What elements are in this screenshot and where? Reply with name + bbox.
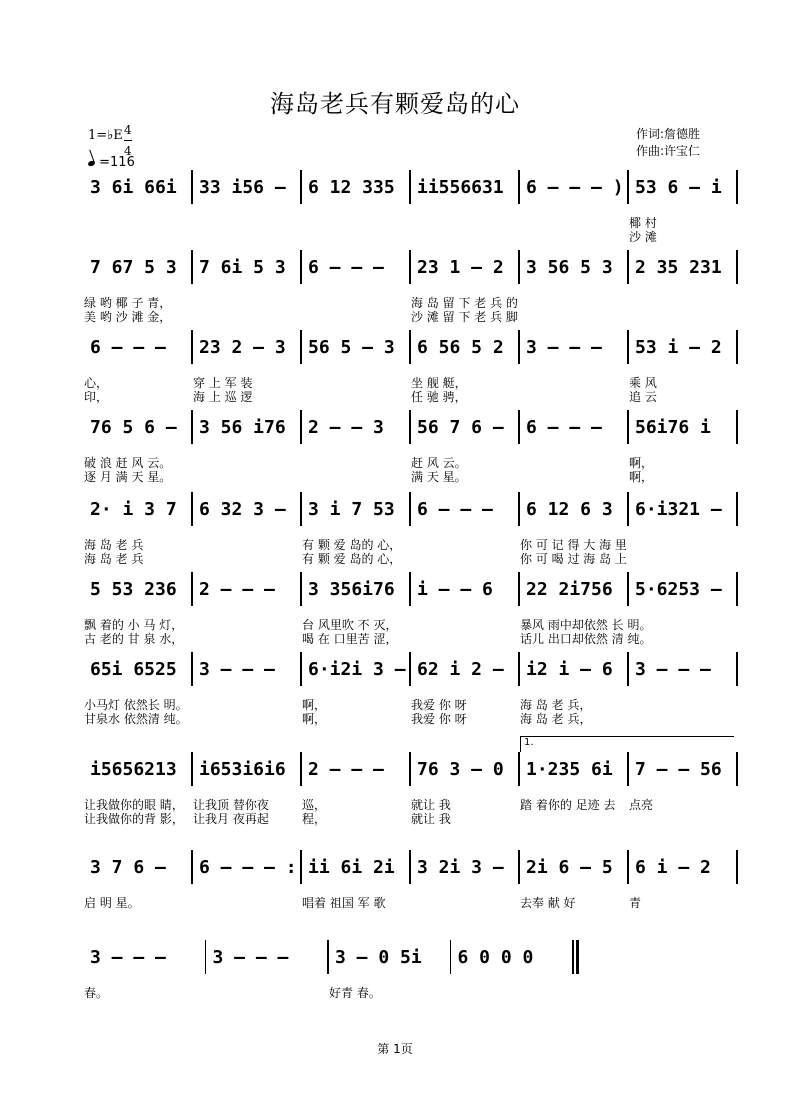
lyric-text: 逐 月 满 天 星。 <box>84 470 172 484</box>
barline <box>518 752 520 786</box>
measure: 3 2i 3 – <box>417 856 504 878</box>
measure: 6 – – – <box>526 416 602 438</box>
lyric-text: 喝 在 口里苦 涩， <box>302 632 398 646</box>
lyric-text: 啊， <box>629 470 654 484</box>
lyric-text: 海 上 巡 逻 <box>193 390 253 404</box>
lyric-text: 追 云 <box>629 390 657 404</box>
lyrics-verse-2 <box>84 308 738 322</box>
barline <box>627 752 629 786</box>
measure: 6 0 0 0 <box>457 946 534 968</box>
lyric-text: 让我做你的眼 睛， <box>84 798 184 812</box>
measure: ii 6i 2i <box>308 856 395 878</box>
notes-line <box>84 737 738 786</box>
measure: 6 – – – : <box>199 856 297 878</box>
notes-line <box>84 492 738 526</box>
score-system <box>84 330 738 402</box>
measure: 3 6i 66i <box>90 176 177 198</box>
barline <box>409 170 411 204</box>
barline <box>191 492 193 526</box>
lyric-text: 你 可 记 得 大 海 里 <box>520 538 627 552</box>
time-signature-bottom: 4 <box>124 140 132 161</box>
lyric-text: 好青 春。 <box>329 986 381 1000</box>
lyric-text: 乘 风 <box>629 376 657 390</box>
barline <box>736 492 738 526</box>
tempo-value: =116 <box>99 155 135 170</box>
barline <box>518 170 520 204</box>
score-system <box>84 410 738 482</box>
measure: 33 i56 – <box>199 176 286 198</box>
lyrics-verse-2 <box>84 908 738 922</box>
lyric-text: 小马灯 依然长 明。 <box>84 698 188 712</box>
barline <box>627 410 629 444</box>
lyrics-verse-1 <box>84 454 738 468</box>
lyric-text: 美 哟 沙 滩 金， <box>84 310 172 324</box>
barline <box>300 572 302 606</box>
lyric-text: 就让 我 <box>411 812 451 826</box>
measure: 6 32 3 – <box>199 498 286 520</box>
lyric-text: 巡， <box>302 798 327 812</box>
barline <box>518 250 520 284</box>
measure: 7 67 5 3 <box>90 256 177 278</box>
lyric-text: 甘泉水 依然清 纯。 <box>84 712 188 726</box>
lyrics-verse-2 <box>84 810 738 824</box>
barline <box>518 410 520 444</box>
notes-line <box>84 850 738 884</box>
lyric-text: 让我做你的背 影， <box>84 812 184 826</box>
measure: ii556631 <box>417 176 504 198</box>
measure: 7 – – 56 <box>635 758 722 780</box>
lyric-text: 点亮 <box>629 798 654 812</box>
score-system <box>84 652 738 724</box>
measure: 53 i – 2 <box>635 336 722 358</box>
lyric-text: 啊， <box>302 712 327 726</box>
lyric-text: 就让 我 <box>411 798 451 812</box>
notes-line <box>84 330 738 364</box>
lyric-text: 心， <box>84 376 109 390</box>
final-barline <box>576 940 579 974</box>
score-system <box>84 170 738 242</box>
barline <box>736 250 738 284</box>
measure: 6·i321 – <box>635 498 722 520</box>
barline <box>736 410 738 444</box>
barline <box>409 410 411 444</box>
measure: 6 – – – ) <box>526 176 624 198</box>
lyric-text: 踏 着你的 足迹 去 <box>520 798 616 812</box>
score-system <box>84 572 738 644</box>
measure: 3 – – – <box>90 946 166 968</box>
lyrics-verse-2 <box>84 468 738 482</box>
barline <box>518 572 520 606</box>
barline <box>300 330 302 364</box>
barline <box>409 850 411 884</box>
measure: 6 12 335 <box>308 176 395 198</box>
barline <box>191 752 193 786</box>
measure: 3 7 6 – <box>90 856 166 878</box>
measure: 6 – – – <box>417 498 493 520</box>
barline <box>300 410 302 444</box>
lyrics-verse-1 <box>84 796 738 810</box>
barline <box>409 572 411 606</box>
barline <box>300 170 302 204</box>
barline <box>627 652 629 686</box>
lyric-text: 海 岛 老 兵， <box>520 698 592 712</box>
measure: 2i 6 – 5 <box>526 856 613 878</box>
barline <box>736 850 738 884</box>
lyric-text: 赶 风 云。 <box>411 456 467 470</box>
lyrics-verse-2 <box>84 998 738 1012</box>
notes-line <box>84 572 738 606</box>
lyric-text: 任 驰 骋， <box>411 390 467 404</box>
lyric-text: 有 颗 爱 岛的 心， <box>302 552 402 566</box>
lyric-text: 暴风 雨中却依然 长 明。 <box>520 618 652 632</box>
barline <box>300 752 302 786</box>
barline <box>191 652 193 686</box>
lyric-text: 程， <box>302 812 327 826</box>
barline <box>300 652 302 686</box>
barline <box>300 850 302 884</box>
measure: 3 56 i76 <box>199 416 286 438</box>
barline <box>518 652 520 686</box>
measure: 3 56 5 3 <box>526 256 613 278</box>
measure: 76 5 6 – <box>90 416 177 438</box>
page-footer: 第 1页 <box>377 1042 413 1056</box>
key-signature: 1=♭E <box>88 128 123 143</box>
barline <box>409 752 411 786</box>
measure: 3 – – – <box>526 336 602 358</box>
barline <box>627 850 629 884</box>
notes-line <box>84 250 738 284</box>
lyric-text: 印， <box>84 390 109 404</box>
barline <box>627 492 629 526</box>
measure: 65i 6525 <box>90 658 177 680</box>
lyrics-verse-1 <box>84 894 738 908</box>
lyrics-verse-1 <box>84 536 738 550</box>
measure: 3 – 0 5i <box>335 946 422 968</box>
lyric-text: 坐 舰 艇， <box>411 376 467 390</box>
barline <box>627 250 629 284</box>
measure: 2 – – – <box>199 578 275 600</box>
measure: 76 3 – 0 <box>417 758 504 780</box>
lyrics-verse-2 <box>84 710 738 724</box>
barline <box>450 940 452 974</box>
measure: 6 – – – <box>308 256 384 278</box>
barline <box>327 940 329 974</box>
barline <box>205 940 207 974</box>
barline <box>736 572 738 606</box>
lyric-text: 沙 滩 <box>629 230 657 244</box>
lyric-text: 海 岛 老 兵 <box>84 552 144 566</box>
measure: i653i6i6 <box>199 758 286 780</box>
measure: 6 12 6 3 <box>526 498 613 520</box>
lyric-text: 有 颗 爱 岛的 心， <box>302 538 402 552</box>
measure: 5 53 236 <box>90 578 177 600</box>
lyric-text: 啊， <box>629 456 654 470</box>
barline <box>409 330 411 364</box>
lyric-text: 飘 着的 小 马 灯， <box>84 618 184 632</box>
tempo-marking <box>88 155 135 170</box>
time-signature-top: 4 <box>124 123 132 137</box>
lyric-text: 满 天 星。 <box>411 470 467 484</box>
lyric-text: 沙 滩 留 下 老 兵 脚 <box>411 310 518 324</box>
measure: 3 – – – <box>212 946 289 968</box>
lyric-text: 海 岛 老 兵， <box>520 712 592 726</box>
lyric-text: 海 岛 老 兵 <box>84 538 144 552</box>
barline <box>627 170 629 204</box>
composer-credit: 作曲:许宝仁 <box>636 144 701 158</box>
lyric-text: 让我顶 替你夜 <box>193 798 269 812</box>
barline <box>191 410 193 444</box>
barline <box>736 652 738 686</box>
barline <box>736 170 738 204</box>
measure: 2· i 3 7 <box>90 498 177 520</box>
measure: 56i76 i <box>635 416 711 438</box>
measure: 3 – – – <box>199 658 275 680</box>
barline <box>409 250 411 284</box>
lyric-text: 去奉 献 好 <box>520 896 576 910</box>
lyrics-verse-2 <box>84 630 738 644</box>
measure: 62 i 2 – <box>417 658 504 680</box>
barline <box>191 250 193 284</box>
barline <box>409 492 411 526</box>
lyric-text: 海 岛 留 下 老 兵 的 <box>411 296 518 310</box>
notes-line <box>84 170 738 204</box>
lyric-text: 你 可 喝 过 海 岛 上 <box>520 552 627 566</box>
lyrics-verse-1 <box>84 374 738 388</box>
measure: 3 356i76 <box>308 578 395 600</box>
lyric-text: 啊， <box>302 698 327 712</box>
barline <box>572 940 574 974</box>
measure: 7 6i 5 3 <box>199 256 286 278</box>
barline <box>300 250 302 284</box>
lyric-text: 台 风里吹 不 灭， <box>302 618 398 632</box>
first-ending-bracket: 1. <box>520 736 734 752</box>
measure: 53 6 – i <box>635 176 722 198</box>
measure: 6·i2i 3 – <box>308 658 406 680</box>
barline <box>191 170 193 204</box>
barline <box>518 330 520 364</box>
measure: 23 1 – 2 <box>417 256 504 278</box>
score-system <box>84 940 738 1012</box>
barline <box>300 492 302 526</box>
barline <box>518 850 520 884</box>
measure: 23 2 – 3 <box>199 336 286 358</box>
lyric-text: 春。 <box>84 986 109 1000</box>
lyric-text: 穿 上 军 装 <box>193 376 253 390</box>
barline <box>736 752 738 786</box>
measure: i2 i – 6 <box>526 658 613 680</box>
lyric-text: 让我月 夜再起 <box>193 812 269 826</box>
barline <box>409 652 411 686</box>
lyric-text: 话儿 出口却依然 清 纯。 <box>520 632 652 646</box>
notes-line <box>84 940 738 974</box>
lyrics-verse-2 <box>84 228 738 242</box>
quarter-note-icon <box>87 160 95 167</box>
measure: 3 i 7 53 <box>308 498 395 520</box>
lyric-text: 椰 村 <box>629 216 657 230</box>
lyrics-verse-1 <box>84 294 738 308</box>
lyrics-verse-1 <box>84 984 738 998</box>
notes-line <box>84 652 738 686</box>
lyric-text: 启 明 星。 <box>84 896 140 910</box>
lyricist-credit: 作词:詹德胜 <box>636 127 701 141</box>
measure: 56 5 – 3 <box>308 336 395 358</box>
credits <box>636 126 700 160</box>
measure: 2 – – 3 <box>308 416 384 438</box>
lyric-text: 我爱 你 呀 <box>411 698 467 712</box>
measure: 22 2i756 <box>526 578 613 600</box>
barline <box>627 572 629 606</box>
lyric-text: 破 浪 赶 风 云。 <box>84 456 172 470</box>
lyric-text: 青 <box>629 896 642 910</box>
measure: 6 i – 2 <box>635 856 711 878</box>
lyric-text: 古 老的 甘 泉 水， <box>84 632 184 646</box>
score-system <box>84 492 738 564</box>
measure: 1·235 6i <box>526 758 613 780</box>
song-title: 海岛老兵有颗爱岛的心 <box>270 90 520 118</box>
notes-line <box>84 410 738 444</box>
barline <box>191 572 193 606</box>
score-system <box>84 737 738 826</box>
lyrics-verse-1 <box>84 616 738 630</box>
measure: 2 – – – <box>308 758 384 780</box>
score-system <box>84 250 738 322</box>
lyric-text: 绿 哟 椰 子 青， <box>84 296 172 310</box>
measure: i – – 6 <box>417 578 493 600</box>
measure: i5656213 <box>90 758 177 780</box>
barline <box>191 850 193 884</box>
barline <box>627 330 629 364</box>
measure: 2 35 231 <box>635 256 722 278</box>
lyrics-verse-1 <box>84 696 738 710</box>
measure: 6 56 5 2 <box>417 336 504 358</box>
score-system <box>84 850 738 922</box>
barline <box>518 492 520 526</box>
measure: 3 – – – <box>635 658 711 680</box>
lyrics-verse-1 <box>84 214 738 228</box>
lyrics-verse-2 <box>84 550 738 564</box>
measure: 6 – – – <box>90 336 166 358</box>
lyric-text: 我爱 你 呀 <box>411 712 467 726</box>
lyric-text: 唱着 祖国 军 歌 <box>302 896 386 910</box>
barline <box>736 330 738 364</box>
measure: 56 7 6 – <box>417 416 504 438</box>
measure: 5·6253 – <box>635 578 722 600</box>
lyrics-verse-2 <box>84 388 738 402</box>
barline <box>191 330 193 364</box>
